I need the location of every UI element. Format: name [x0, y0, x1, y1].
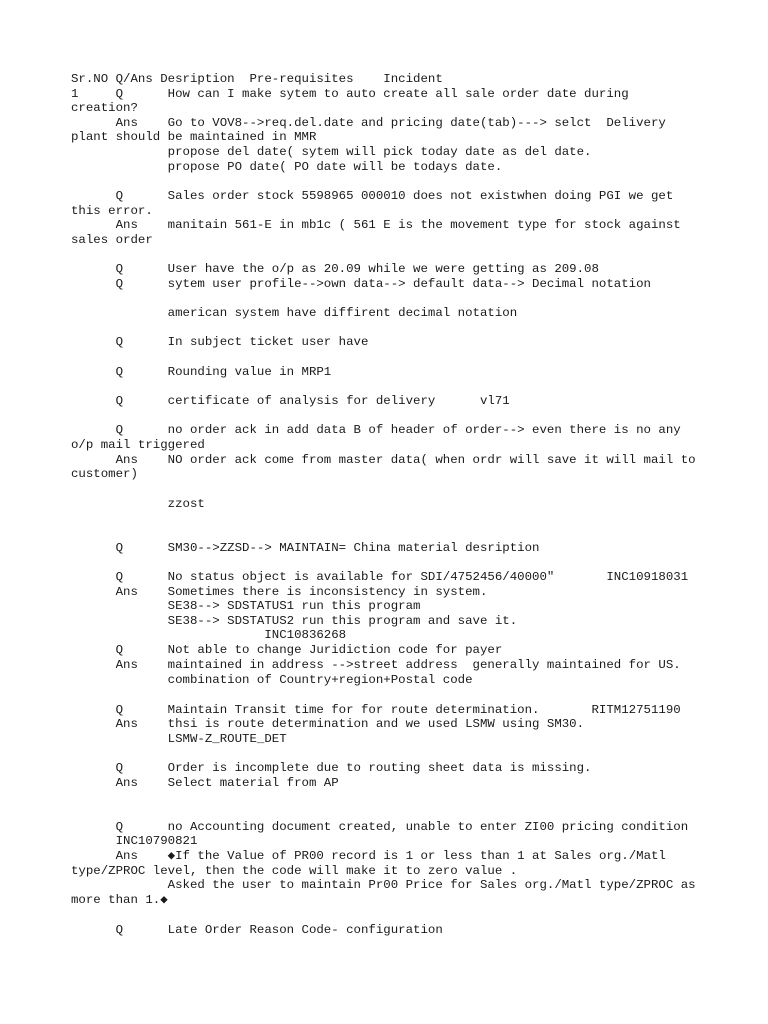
text-line: Q Sales order stock 5598965 000010 does not existwhen doing PGI we get	[71, 189, 674, 203]
text-line: Q Rounding value in MRP1	[71, 365, 332, 379]
text-line: SE38--> SDSTATUS1 run this program	[71, 599, 421, 613]
text-line: Q Maintain Transit time for for route determination. RITM12751190	[71, 703, 681, 717]
text-line: zzost	[71, 497, 205, 511]
text-line: SE38--> SDSTATUS2 run this program and save it.	[71, 614, 518, 628]
text-line: Q SM30-->ZZSD--> MAINTAIN= China material desription	[71, 541, 540, 555]
text-line: o/p mail triggered	[71, 438, 205, 452]
text-line: LSMW-Z_ROUTE_DET	[71, 732, 287, 746]
text-line: creation?	[71, 101, 138, 115]
text-line: Ans Sometimes there is inconsistency in system.	[71, 585, 488, 599]
text-line: Ans ◆If the Value of PR00 record is 1 or less than 1 at Sales org./Matl	[71, 849, 666, 863]
text-line: INC10790821	[71, 834, 198, 848]
text-line: this error.	[71, 204, 153, 218]
text-line: Q Order is incomplete due to routing sheet data is missing.	[71, 761, 592, 775]
text-line: Ans maintained in address -->street address generally maintained for US.	[71, 658, 681, 672]
text-line: plant should be maintained in MMR	[71, 130, 317, 144]
text-line: Q no Accounting document created, unable to enter ZI00 pricing condition	[71, 820, 689, 834]
text-line: Q sytem user profile-->own data--> default data--> Decimal notation	[71, 277, 651, 291]
text-line: sales order	[71, 233, 153, 247]
text-line: Q no order ack in add data B of header of order--> even there is no any	[71, 423, 681, 437]
text-line: propose PO date( PO date will be todays date.	[71, 160, 503, 174]
header-row: Sr.NO Q/Ans Desription Pre-requisites Incident	[71, 72, 443, 86]
text-line: Ans NO order ack come from master data( when ordr will save it will mail to	[71, 453, 696, 467]
text-line: type/ZPROC level, then the code will make it to zero value .	[71, 864, 518, 878]
text-line: more than 1.◆	[71, 893, 168, 907]
text-line: Q No status object is available for SDI/4752456/40000" INC10918031	[71, 570, 689, 584]
text-line: Ans manitain 561-E in mb1c ( 561 E is the movement type for stock against	[71, 218, 681, 232]
text-line: propose del date( sytem will pick today date as del date.	[71, 145, 592, 159]
text-line: Asked the user to maintain Pr00 Price for Sales org./Matl type/ZPROC as	[71, 878, 696, 892]
text-line: combination of Country+region+Postal code	[71, 673, 473, 687]
text-line: 1 Q How can I make sytem to auto create all sale order date during	[71, 87, 629, 101]
text-line: Ans Select material from AP	[71, 776, 339, 790]
text-line: Q Late Order Reason Code- configuration	[71, 923, 443, 937]
text-line: Q certificate of analysis for delivery vl71	[71, 394, 510, 408]
text-line: INC10836268	[71, 628, 347, 642]
text-line: Q User have the o/p as 20.09 while we were getting as 209.08	[71, 262, 599, 276]
text-line: customer)	[71, 467, 138, 481]
text-line: Ans thsi is route determination and we used LSMW using SM30.	[71, 717, 585, 731]
text-line: Ans Go to VOV8-->req.del.date and pricing date(tab)---> selct Delivery	[71, 116, 666, 130]
text-line: Q Not able to change Juridiction code for payer	[71, 643, 503, 657]
text-line: Q In subject ticket user have	[71, 335, 369, 349]
text-line: american system have diffirent decimal notation	[71, 306, 518, 320]
